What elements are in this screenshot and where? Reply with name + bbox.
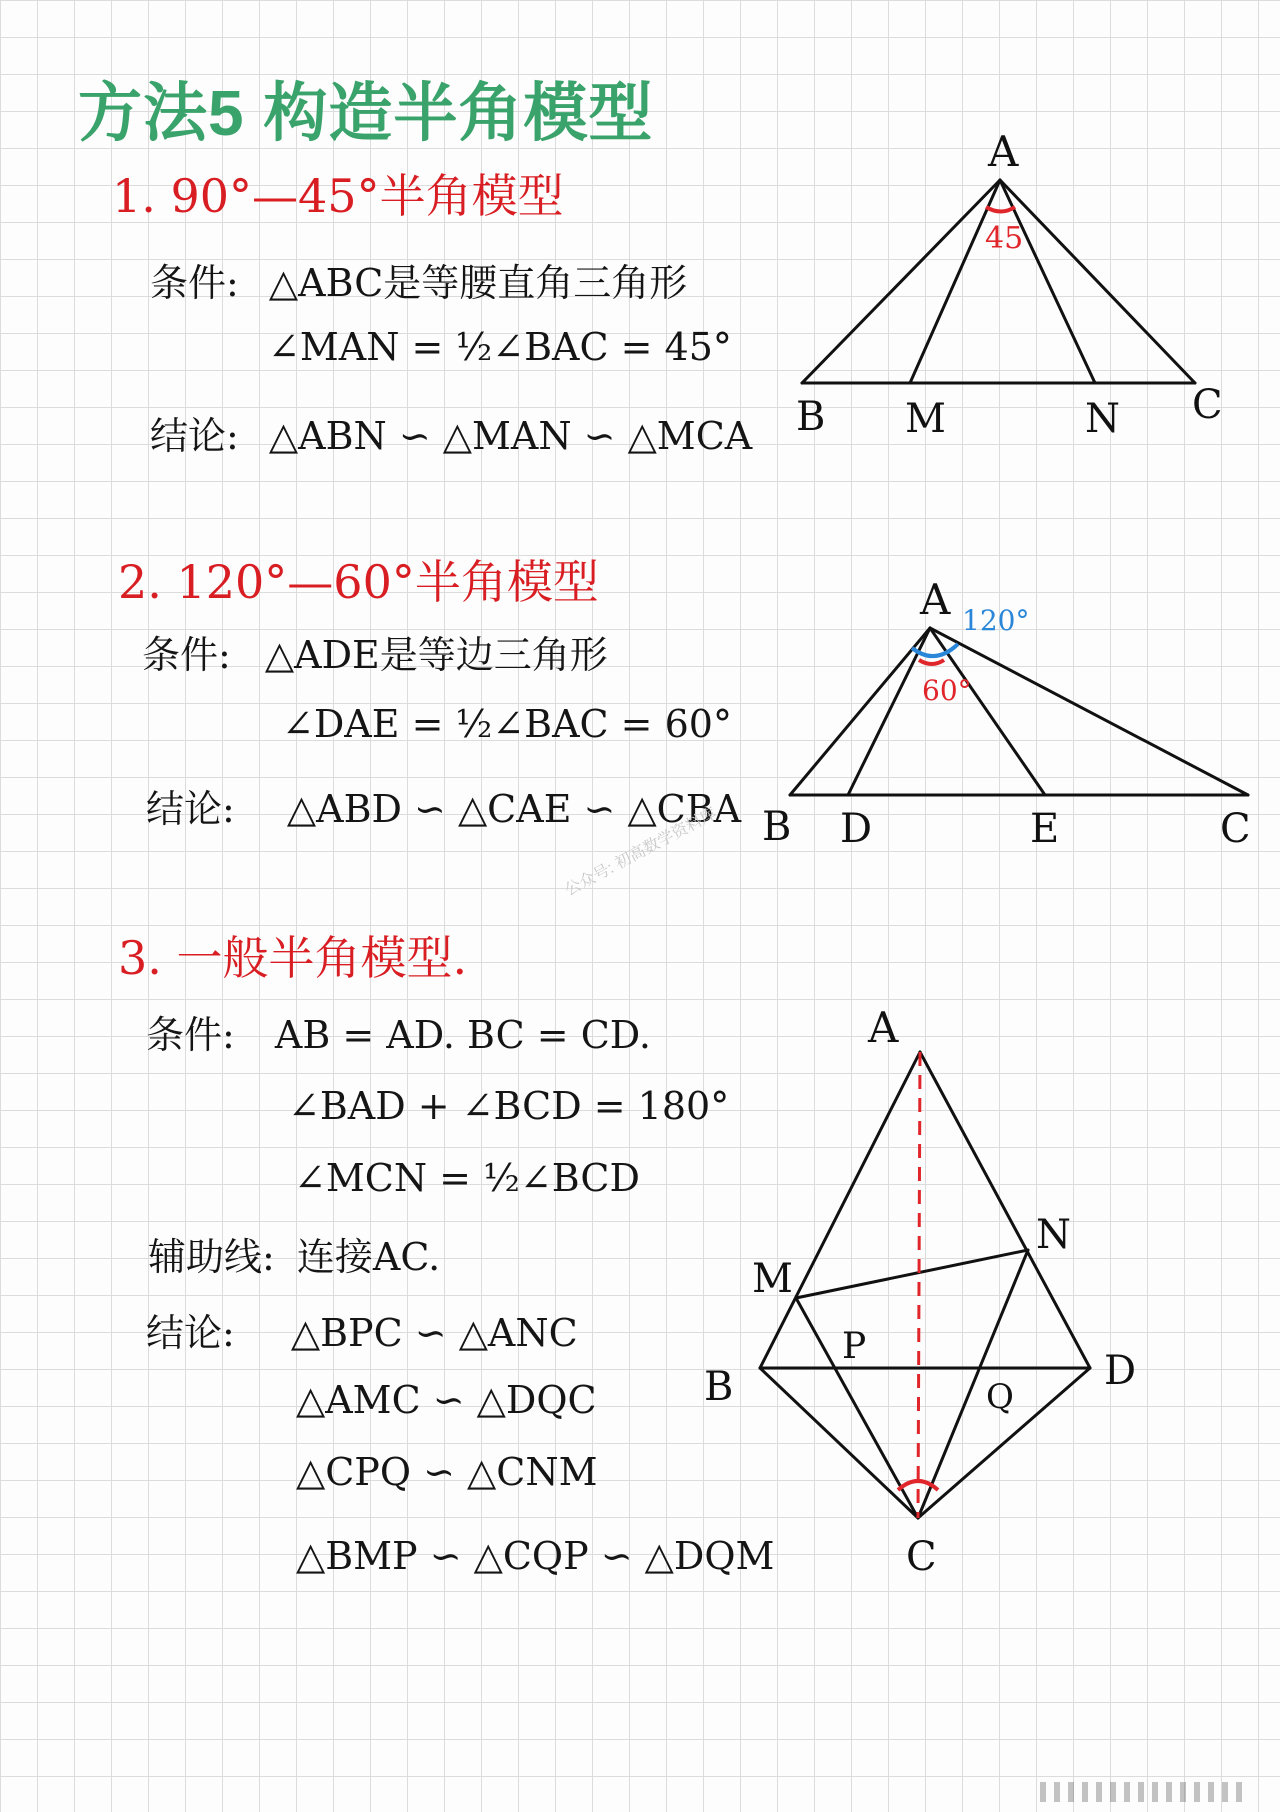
angle-45-label: 45	[985, 221, 1024, 256]
point-M-label: M	[905, 396, 946, 442]
watermark-text: 公众号: 初高数学资料库	[562, 805, 720, 900]
section-3-condition-label: 条件:	[146, 1013, 235, 1057]
segment-MN	[796, 1250, 1028, 1298]
section-3-aux-text: 连接AC.	[296, 1235, 441, 1279]
section-1-conclusion-1: △ABN ∽ △MAN ∽ △MCA	[268, 414, 753, 458]
section-2-condition-label: 条件:	[142, 633, 231, 677]
segment-AB	[760, 1052, 920, 1368]
point-C-label: C	[906, 1534, 937, 1580]
section-1-condition-2: ∠MAN = ½∠BAC = 45°	[268, 325, 732, 369]
point-M-label: M	[752, 1256, 793, 1302]
section-1-conclusion-label: 结论:	[150, 414, 239, 458]
point-N-label: N	[1036, 1212, 1071, 1258]
section-3-conclusion-1: △BPC ∽ △ANC	[290, 1311, 578, 1355]
section-3-condition-2: ∠BAD + ∠BCD = 180°	[288, 1084, 730, 1128]
section-2-conclusion-1: △ABD ∽ △CAE ∽ △CBA	[286, 787, 742, 831]
section-3-heading: 3. 一般半角模型.	[118, 931, 468, 985]
point-Q-label: Q	[986, 1377, 1014, 1417]
point-D-label: D	[1104, 1348, 1137, 1394]
section-3-condition-1: AB = AD. BC = CD.	[274, 1013, 651, 1057]
point-B-label: B	[796, 394, 826, 440]
section-2-conclusion-label: 结论:	[146, 787, 235, 831]
section-2-heading: 2. 120°—60°半角模型	[118, 555, 599, 609]
page-title: 方法5 构造半角模型	[78, 77, 654, 149]
section-3-conclusion-4: △BMP ∽ △CQP ∽ △DQM	[296, 1534, 775, 1578]
angle-120-label: 120°	[962, 604, 1030, 637]
angle-60-label: 60°	[922, 674, 972, 707]
point-N-label: N	[1085, 396, 1120, 442]
point-D-label: D	[840, 806, 873, 852]
point-C-label: C	[1220, 806, 1251, 852]
bottom-signature-mark	[1040, 1782, 1250, 1802]
point-A-label: A	[920, 575, 951, 624]
section-1-heading: 1. 90°—45°半角模型	[112, 169, 564, 223]
point-E-label: E	[1030, 806, 1060, 852]
section-3-conclusion-3: △CPQ ∽ △CNM	[296, 1450, 598, 1494]
section-3-conclusion-2: △AMC ∽ △DQC	[296, 1378, 597, 1422]
point-B-label: B	[762, 804, 792, 850]
segment-AD	[920, 1052, 1090, 1368]
section-2-condition-1: △ADE是等边三角形	[264, 633, 608, 677]
point-A-label: A	[988, 127, 1019, 176]
segment-BC	[760, 1368, 918, 1518]
point-P-label: P	[842, 1326, 867, 1367]
section-3-condition-3: ∠MCN = ½∠BCD	[294, 1156, 640, 1200]
section-2-condition-2: ∠DAE = ½∠BAC = 60°	[282, 702, 732, 746]
point-A-label: A	[868, 1003, 899, 1052]
section-1-condition-1: △ABC是等腰直角三角形	[268, 261, 688, 305]
auxiliary-line-AC	[918, 1052, 920, 1518]
section-1-condition-label: 条件:	[150, 261, 239, 305]
section-3-aux-label: 辅助线:	[148, 1235, 275, 1279]
section-3-conclusion-label: 结论:	[146, 1311, 235, 1355]
point-B-label: B	[704, 1364, 734, 1410]
point-C-label: C	[1192, 382, 1223, 428]
